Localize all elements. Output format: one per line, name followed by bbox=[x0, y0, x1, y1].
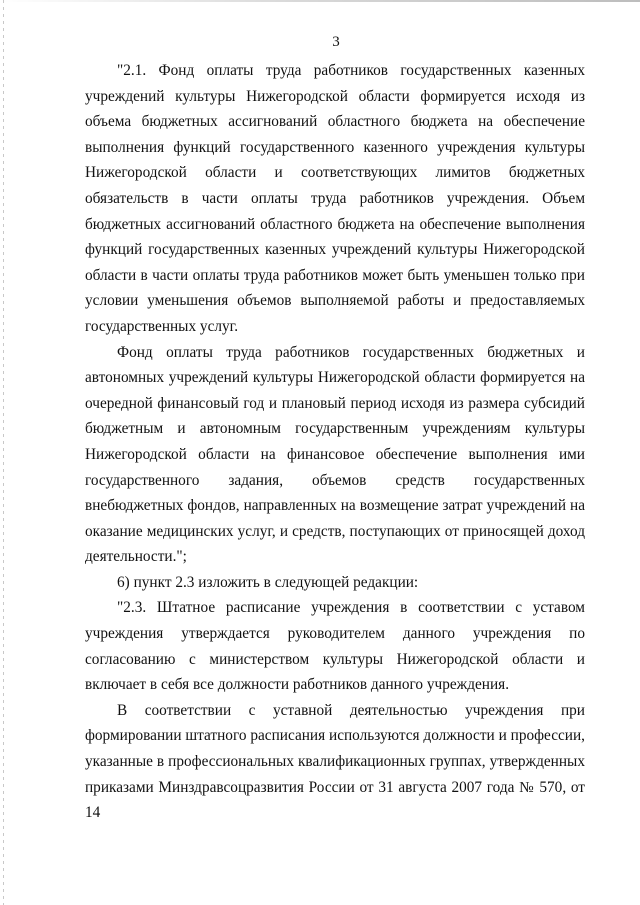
paragraph-staffing: В соответствии с уставной деятельностью учреждения при формировании штатного расписания используются должности и профессии, указанные в профессиональных квалификационных группах, утвержденных приказами Минздравсоцразвития России от 31 августа 2007 года № 570, от 14 bbox=[85, 701, 585, 822]
page-top-edge bbox=[0, 0, 640, 2]
paragraph-2-1: "2.1. Фонд оплаты труда работников государственных казенных учреждений культуры Нижегородской области формируется исходя из объема бюджетных ассигнований областного бюджета на обеспечение выполнения функций государственного казенного учреждения культуры Нижегородской области и соответствующих лимитов бюджетных обязательств в части оплаты труда работников учреждения. Объем бюджетных ассигнований областного бюджета на обеспечение выполнения функций государственных казенных учреждений культуры Нижегородской области в части оплаты труда работников может быть уменьшен только при условии уменьшения объемов выполняемой работы и предоставляемых государственных услуг. bbox=[85, 62, 585, 335]
paragraph-wage-fund: Фонд оплаты труда работников государственных бюджетных и автономных учреждений культуры Нижегородской области формируется на очередной финансовый год и плановый период исходя из размера субсидий бюджетным и автономным государственным учреждениям культуры Нижегородской области на финансовое обеспечение выполнения ими государственного задания, объемов средств государственных внебюджетных фондов, направленных на возмещение затрат учреждений на оказание медицинских услуг, и средств, поступающих от приносящей доход деятельности."; bbox=[85, 343, 585, 566]
page-left-edge bbox=[3, 0, 4, 905]
page-number: 3 bbox=[332, 34, 340, 50]
paragraph-item-6: 6) пункт 2.3 изложить в следующей редакции: bbox=[117, 573, 419, 591]
document-body bbox=[85, 58, 585, 826]
paragraph-2-3: "2.3. Штатное расписание учреждения в соответствии с уставом учреждения утверждается руководителем данного учреждения по согласованию с министерством культуры Нижегородской области и включает в себя все должности работников данного учреждения. bbox=[85, 599, 585, 694]
